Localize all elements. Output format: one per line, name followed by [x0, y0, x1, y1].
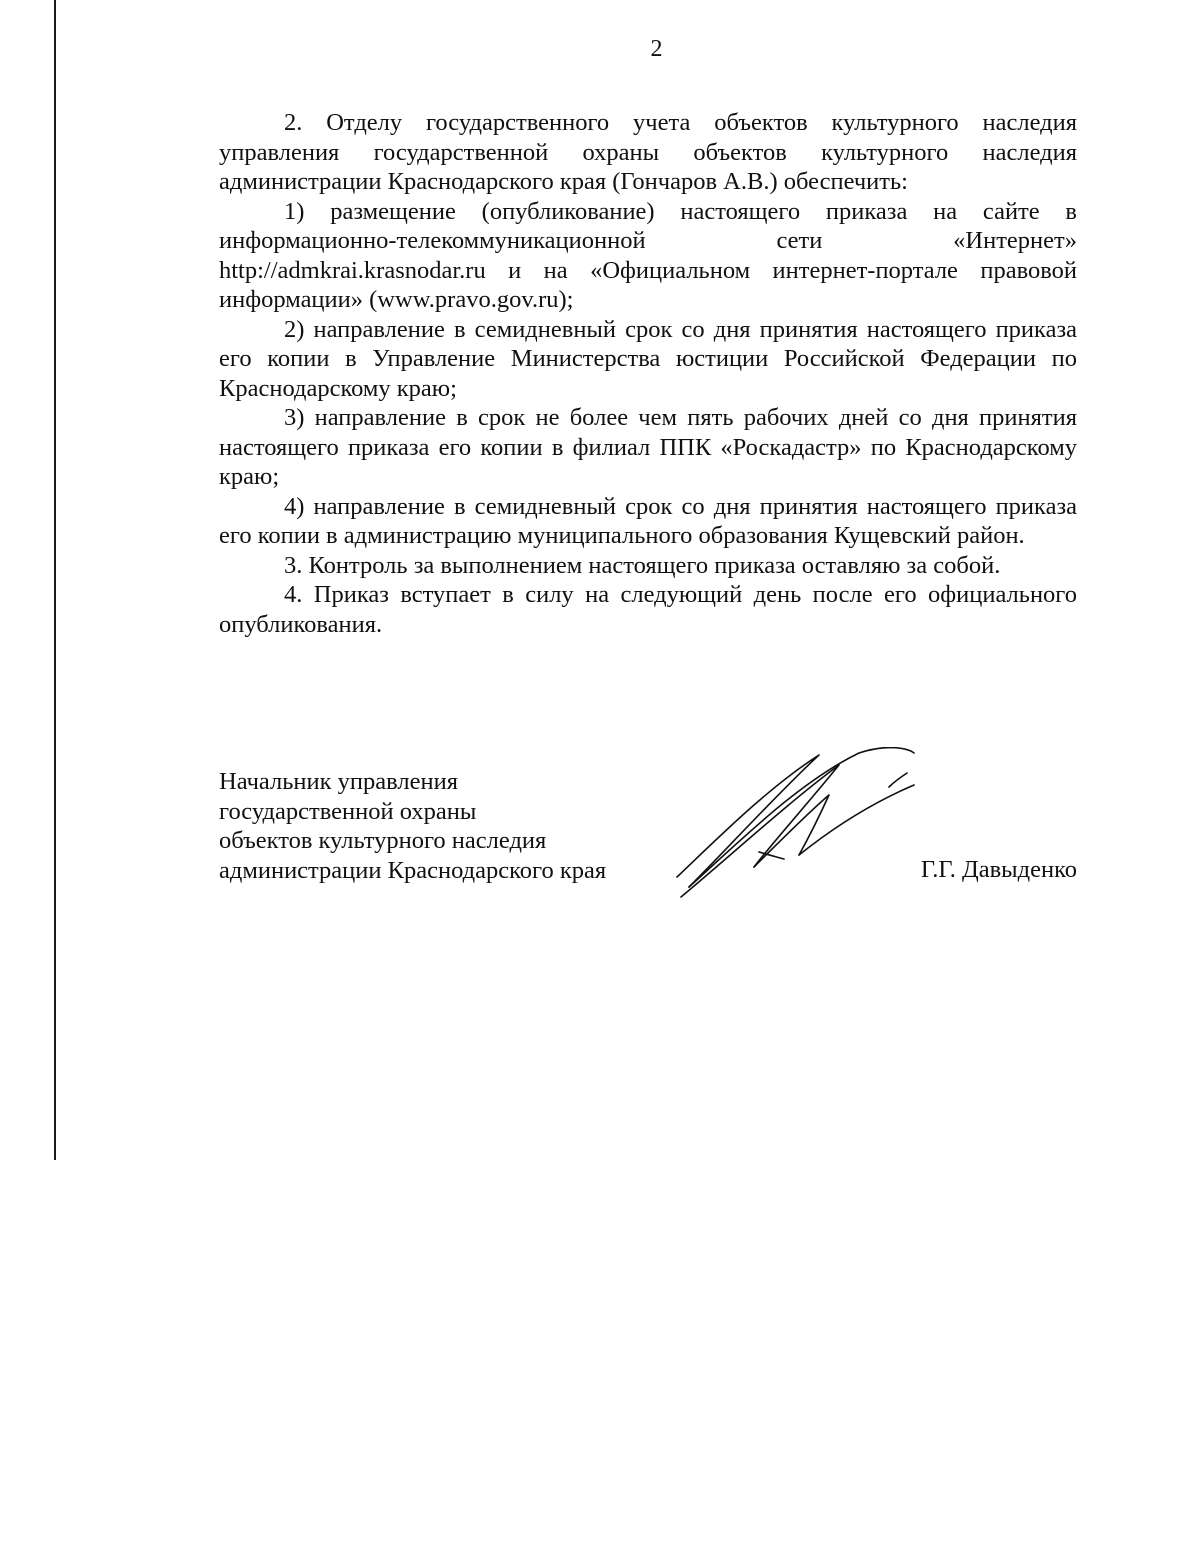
signature-block — [219, 767, 1077, 927]
paragraph-4: 4. Приказ вступает в силу на следующий день после его официального опубликования. — [219, 581, 1077, 638]
document-body — [219, 108, 1077, 639]
signer-name: Г.Г. Давыденко — [920, 856, 1077, 883]
signer-position — [219, 767, 606, 885]
page-number: 2 — [650, 36, 663, 62]
signer-position-line: государственной охраны — [219, 797, 477, 825]
paragraph-2-3: 3) направление в срок не более чем пять рабочих дней со дня принятия настоящего приказа его копии в филиал ППК «Роскадастр» по Краснодарскому краю; — [219, 404, 1077, 490]
signer-position-line: Начальник управления — [219, 768, 458, 795]
paragraph-2-2: 2) направление в семидневный срок со дня принятия настоящего приказа его копии в Управление Министерства юстиции Российской Федерации по Краснодарскому краю; — [219, 315, 1077, 402]
scan-edge-line — [54, 0, 56, 1160]
signer-position-line: объектов культурного наследия — [219, 827, 547, 854]
paragraph-2-4: 4) направление в семидневный срок со дня принятия настоящего приказа его копии в администрацию муниципального образования Кущевский район. — [219, 492, 1077, 549]
paragraph-2: 2. Отделу государственного учета объектов культурного наследия управления государственной охраны объектов культурного наследия администрации Краснодарского края (Гончаров А.В.) обеспечить: — [219, 109, 1077, 195]
signer-position-line: администрации Краснодарского края — [219, 856, 607, 884]
handwritten-signature — [659, 747, 919, 907]
paragraph-3: 3. Контроль за выполнением настоящего приказа оставляю за собой. — [284, 551, 1001, 579]
paragraph-2-1: 1) размещение (опубликование) настоящего приказа на сайте в информационно-телекоммуникационной сети «Интернет» http://admkrai.krasnodar.ru и на «Официальном интернет-портале правовой информации» (www.pravo.gov.ru); — [219, 197, 1077, 313]
